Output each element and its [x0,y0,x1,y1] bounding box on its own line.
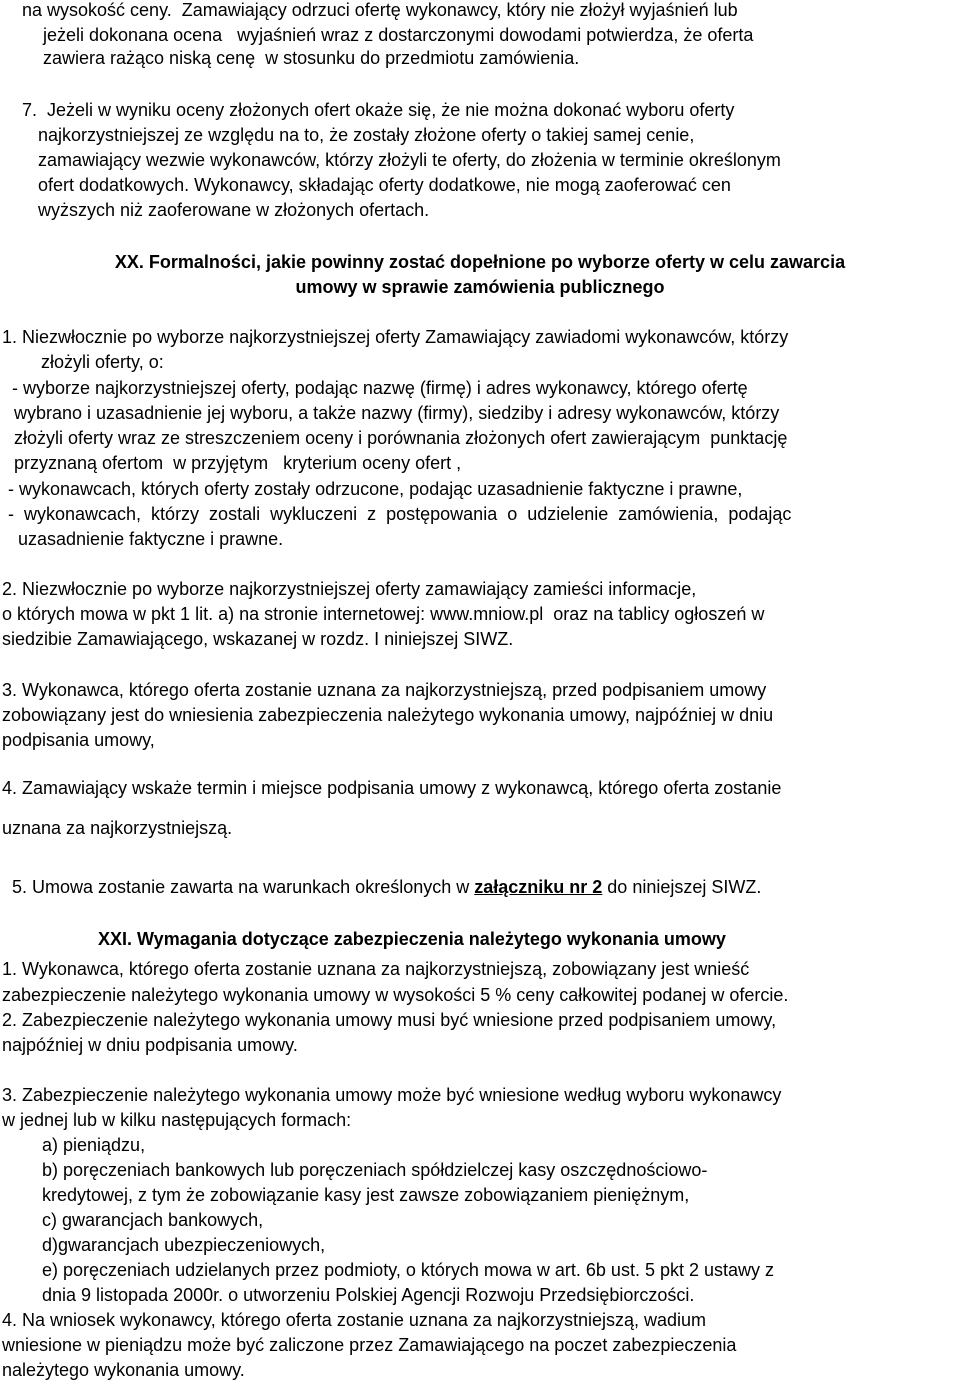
text-line: należytego wykonania umowy. [2,1360,245,1380]
text-line: najkorzystniejszej ze względu na to, że zostały złożone oferty o takiej samej cenie, [38,125,695,145]
text-line: uzasadnienie faktyczne i prawne. [18,529,284,549]
list-item: b) poręczeniach bankowych lub poręczeniach spółdzielczej kasy oszczędnościowo- [42,1160,708,1180]
text-line: podpisania umowy, [2,730,155,750]
text-segment: 5. Umowa zostanie zawarta na warunkach określonych w [12,877,475,897]
text-line: jeżeli dokonana ocena wyjaśnień wraz z dostarczonymi dowodami potwierdza, że oferta [43,25,754,45]
text-line: zamawiający wezwie wykonawców, którzy złożyli te oferty, do złożenia w terminie określonym [38,150,781,170]
text-line: zobowiązany jest do wniesienia zabezpieczenia należytego wykonania umowy, najpóźniej w dniu [2,705,774,725]
attachment-reference: załączniku nr 2 [474,877,603,897]
text-line: złożyli oferty wraz ze streszczeniem oceny i porównania złożonych ofert zawierającym punktację [14,428,788,448]
text-segment: do niniejszej SIWZ. [602,877,762,897]
list-item: e) poręczeniach udzielanych przez podmioty, o których mowa w art. 6b ust. 5 pkt 2 ustawy z [42,1260,775,1280]
text-line: uznana za najkorzystniejszą. [2,818,233,838]
text-line: siedzibie Zamawiającego, wskazanej w rozdz. I niniejszej SIWZ. [2,629,514,649]
text-line: - wykonawcach, którzy zostali wykluczeni z postępowania o udzielenie zamówienia, podając [8,504,792,524]
section-xxi-heading: XXI. Wymagania dotyczące zabezpieczenia należytego wykonania umowy [98,929,726,949]
text-line: 2. Niezwłocznie po wyborze najkorzystniejszej oferty zamawiający zamieści informacje, [2,579,697,599]
text-line: 3. Wykonawca, którego oferta zostanie uznana za najkorzystniejszą, przed podpisaniem umowy [2,680,767,700]
section-xx-point-5 [2,856,761,898]
text-line: złożyli oferty, o: [41,352,164,372]
text-line: zawiera rażąco niską cenę w stosunku do przedmiotu zamówienia. [43,48,580,68]
text-line: 4. Zamawiający wskaże termin i miejsce podpisania umowy z wykonawcą, którego oferta zostanie [2,778,782,798]
text-line: ofert dodatkowych. Wykonawcy, składając oferty dodatkowe, nie mogą zaoferować cen [38,175,731,195]
text-line: przyznaną ofertom w przyjętym kryterium oceny ofert , [14,453,462,473]
text-line: 7. Jeżeli w wyniku oceny złożonych ofert okaże się, że nie można dokonać wyboru oferty [22,100,735,120]
text-line: w jednej lub w kilku następujących formach: [2,1110,352,1130]
text-line: 1. Niezwłocznie po wyborze najkorzystniejszej oferty Zamawiający zawiadomi wykonawców, którzy [2,327,789,347]
section-heading: XX. Formalności, jakie powinny zostać dopełnione po wyborze oferty w celu zawarcia [114,252,846,272]
list-item: kredytowej, z tym że zobowiązanie kasy jest zawsze zobowiązaniem pieniężnym, [42,1185,690,1205]
text-line: - wykonawcach, których oferty zostały odrzucone, podając uzasadnienie faktyczne i prawne, [8,479,743,499]
text-line: zabezpieczenie należytego wykonania umowy w wysokości 5 % ceny całkowitej podanej w ofercie. [2,985,789,1005]
text-line: o których mowa w pkt 1 lit. a) na stronie internetowej: www.mniow.pl oraz na tablicy ogłoszeń w [2,604,765,624]
list-item: d)gwarancjach ubezpieczeniowych, [42,1235,326,1255]
text-line: najpóźniej w dniu podpisania umowy. [2,1035,298,1055]
text-line: wybrano i uzasadnienie jej wyboru, a także nazwy (firmy), siedziby i adresy wykonawców, którzy [14,403,780,423]
text-line: wyższych niż zaoferowane w złożonych ofertach. [38,200,430,220]
section-heading: umowy w sprawie zamówienia publicznego [295,277,665,297]
list-item: c) gwarancjach bankowych, [42,1210,264,1230]
text-line: wniesione w pieniądzu może być zaliczone przez Zamawiającego na poczet zabezpieczenia [2,1335,737,1355]
list-item: dnia 9 listopada 2000r. o utworzeniu Polskiej Agencji Rozwoju Przedsiębiorczości. [42,1285,695,1305]
list-item: a) pieniądzu, [42,1135,146,1155]
text-line: 3. Zabezpieczenie należytego wykonania umowy może być wniesione według wyboru wykonawcy [2,1085,782,1105]
text-line: 4. Na wniosek wykonawcy, którego oferta zostanie uznana za najkorzystniejszą, wadium [2,1310,707,1330]
text-line: 1. Wykonawca, którego oferta zostanie uznana za najkorzystniejszą, zobowiązany jest wnieść [2,959,750,979]
text-line: - wyborze najkorzystniejszej oferty, podając nazwę (firmę) i adres wykonawcy, którego ofertę [12,378,748,398]
text-line: 2. Zabezpieczenie należytego wykonania umowy musi być wniesione przed podpisaniem umowy, [2,1010,777,1030]
text-line: na wysokość ceny. Zamawiający odrzuci ofertę wykonawcy, który nie złożył wyjaśnień lub [22,0,738,20]
